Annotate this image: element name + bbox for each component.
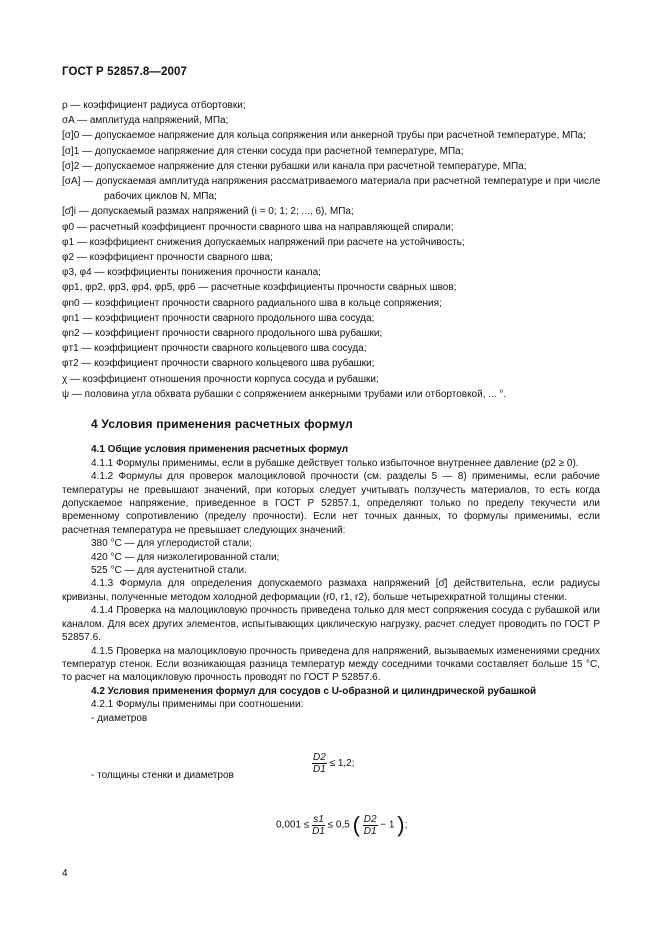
page-number: 4 — [62, 868, 68, 879]
fraction: $\frac{D2}{D1}$ — [363, 813, 377, 837]
definition-item: φ1 — коэффициент снижения допускаемых напряжений при расчете на устойчивость; — [62, 236, 465, 248]
definition-item: [σ̄]i — допускаемый размах напряжений (i = 0; 1; 2; ..., 6), МПа; — [62, 206, 354, 218]
fraction: $\frac{s1}{D1}$ — [312, 813, 325, 837]
definition-item: [σ]2 — допускаемое напряжение для стенки рубашки или канала при расчетной температуре, МПа; — [62, 160, 527, 172]
definition-item: φт2 — коэффициент прочности сварного кольцевого шва рубашки; — [62, 358, 375, 370]
temperature-item: 525 °С — для аустенитной стали. — [91, 565, 247, 577]
left-paren: ( — [352, 812, 360, 837]
paragraph: 4.2.1 Формулы применимы при соотношении: — [91, 699, 304, 711]
definition-item: [σA] — допускаемая амплитуда напряжения рассматриваемого материала при расчетной температуре и при числе рабочих циклов N, МПа; — [62, 176, 601, 203]
definition-item: φn0 — коэффициент прочности сварного радиального шва в кольце сопряжения; — [62, 297, 442, 309]
right-paren: ) — [397, 812, 405, 837]
subsection-title: 4.2 Условия применения формул для сосудов с U-образной и цилиндрической рубашкой — [91, 685, 537, 697]
definition-item: φ2 — коэффициент прочности сварного шва; — [62, 252, 273, 264]
section-body — [62, 418, 600, 782]
list-dash: - толщины стенки и диаметров — [91, 769, 234, 781]
definition-item: ρ — коэффициент радиуса отбортовки; — [62, 100, 246, 111]
list-dash: - диаметров — [91, 712, 148, 724]
temperature-item: 380 °С — для углеродистой стали; — [91, 538, 252, 550]
definition-item: [σ]1 — допускаемое напряжение для стенки сосуда при расчетной температуре, МПа; — [62, 145, 464, 157]
definition-item: χ — коэффициент отношения прочности корпуса сосуда и рубашки; — [62, 373, 379, 385]
paragraph: 4.1.4 Проверка на малоцикловую прочность приведена только для мест сопряжения сосуда с рубашкой или каналом. Для всех других элементов, испытывающих циклическую нагрузку, расчет следует проводить по ГОСТ Р 52857.6. — [62, 605, 600, 644]
definition-item: [σ]0 — допускаемое напряжение для кольца сопряжения или анкерной трубы при расчетной температуре, МПа; — [62, 130, 586, 142]
definition-item: σA — амплитуда напряжений, МПа; — [62, 115, 229, 127]
definition-item: φn1 — коэффициент прочности сварного продольного шва сосуда; — [62, 312, 375, 324]
definition-item: φт1 — коэффициент прочности сварного кольцевого шва сосуда; — [62, 343, 367, 355]
temperature-item: 420 °С — для низколегированной стали; — [91, 551, 280, 563]
paragraph: 4.1.2 Формулы для проверок малоцикловой прочности (см. разделы 5 — 8) применимы, если рабочие температуры не превышают значений, при которых следует учитывать ползучесть материалов, то есть когда допускаемое напряжение, приведенное в ГОСТ Р 52857.1, определяют только по пределу текучести или временному сопротивлению (пределу прочности). Если нет точных данных, то формулы применимы, если расчетная температура не превышает следующих значений: — [62, 471, 600, 536]
definition-item: φp1, φp2, φp3, φp4, φp5, φp6 — расчетные коэффициенты прочности сварных швов; — [62, 282, 457, 294]
definitions-list — [62, 98, 602, 402]
paragraph: 4.1.1 Формулы применимы, если в рубашке действует только избыточное внутреннее давление (p2 ≥ 0). — [91, 457, 579, 469]
section-title: 4 Условия применения расчетных формул — [91, 417, 353, 431]
paragraph: 4.1.5 Проверка на малоцикловую прочность приведена для напряжений, вызываемых изменениями средних температур стенок. Если возникающая разница температур между соседними точками составляет больше 15 °С, то расчет на малоцикловую прочность проводят по ГОСТ Р 52857.6. — [62, 645, 600, 684]
definition-item: ψ — половина угла обхвата рубашки с сопряжением анкерными трубами или отбортовкой, ... °. — [62, 388, 507, 400]
fraction: $\frac{D2}{D1}$ — [313, 752, 326, 775]
formula-thickness-ratio: 0,001 ≤ $\frac{s1}{D1}$ ≤ 0,5 ( $\frac{D2}{D1}$ − 1 ); — [276, 812, 408, 837]
definition-item: φ3, φ4 — коэффициенты понижения прочности канала; — [62, 267, 321, 279]
definition-item: φn2 — коэффициент прочности сварного продольного шва рубашки; — [62, 328, 383, 340]
subsection-title: 4.1 Общие условия применения расчетных формул — [91, 444, 349, 456]
definition-item: φ0 — расчетный коэффициент прочности сварного шва на направляющей спирали; — [62, 221, 454, 233]
document-header: ГОСТ Р 52857.8—2007 — [62, 66, 187, 78]
paragraph: 4.1.3 Формула для определения допускаемого размаха напряжений [σ̄] действительна, если радиусы кривизны, полученные методом холодной деформации (r0, r1, r2), больше четырехкратной толщины стенки. — [62, 578, 600, 603]
formula-diameter-ratio: $\frac{D2}{D1}$ ≤ 1,2; — [313, 752, 355, 775]
